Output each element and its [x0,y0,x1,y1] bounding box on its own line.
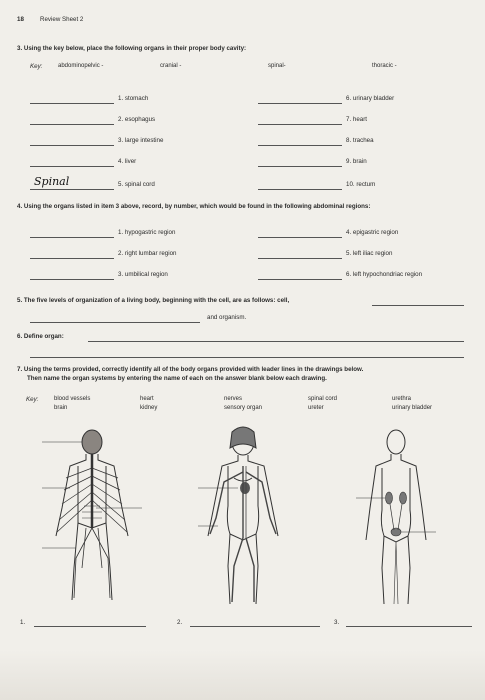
nervous-system-drawing [42,428,142,608]
q7-key-spinal-cord: spinal cord [308,396,338,402]
q4-answer-blank-3[interactable] [30,279,114,280]
q3-key-label: Key: [30,63,43,70]
q3-key-abdominopelvic: abdominopelvic - [58,63,104,69]
q3-answer-blank-5[interactable] [30,189,114,190]
q3-answer-blank-1[interactable] [30,103,114,104]
q7-key-ureter: ureter [308,405,324,411]
q7-key-sensory-organ: sensory organ [224,405,263,411]
q3-item-9: 9. brain [346,158,367,165]
q3-item-7: 7. heart [346,116,367,123]
q3-answer-blank-8[interactable] [258,145,342,146]
q3-answer-blank-9[interactable] [258,166,342,167]
q7-key-nerves: nerves [224,396,243,402]
q4-prompt: 4. Using the organs listed in item 3 above, record, by number, which would be found in the following abdominal regions: [17,203,371,210]
q7-key-urinary-bladder: urinary bladder [392,405,433,411]
q3-answer-blank-3[interactable] [30,145,114,146]
drawing-2-answer-blank[interactable] [190,626,320,627]
q5-answer-blank-1[interactable] [372,305,464,306]
q7-key-label: Key: [26,396,39,403]
q7-prompt-continued: Then name the organ systems by entering the name of each on the answer blank below each drawing. [27,375,327,382]
q4-answer-blank-5[interactable] [258,258,342,259]
q6-prompt: 6. Define organ: [17,333,64,340]
q4-answer-blank-4[interactable] [258,237,342,238]
q3-key-spinal: spinal- [268,63,286,69]
q4-region-3: 3. umbilical region [118,271,168,278]
q3-item-8: 8. trachea [346,137,374,144]
q4-answer-blank-2[interactable] [30,258,114,259]
q7-key-blood-vessels: blood vessels [54,396,91,402]
q4-answer-blank-6[interactable] [258,279,342,280]
q3-item-2: 2. esophagus [118,116,156,123]
drawing-2-label: 2. [177,619,183,626]
q3-prompt: 3. Using the key below, place the following organs in their proper body cavity: [17,45,247,52]
q3-key-thoracic: thoracic - [372,63,397,69]
q6-answer-blank-1[interactable] [88,341,464,342]
q7-prompt: 7. Using the terms provided, correctly identify all of the body organs provided with leader lines in the drawings below. [17,366,364,373]
q7-key-urethra: urethra [392,396,412,402]
q3-item-6: 6. urinary bladder [346,95,395,102]
drawing-1-answer-blank[interactable] [34,626,146,627]
q4-answer-blank-1[interactable] [30,237,114,238]
q4-region-4: 4. epigastric region [346,229,399,236]
q3-answer-blank-10[interactable] [258,189,342,190]
q3-item-4: 4. liver [118,158,137,165]
q3-item-10: 10. rectum [346,181,376,188]
page-title: Review Sheet 2 [40,16,84,23]
q3-item-5: 5. spinal cord [118,181,155,188]
q4-region-6: 6. left hypochondriac region [346,271,423,278]
q3-answer-blank-7[interactable] [258,124,342,125]
q3-item-1: 1. stomach [118,95,149,102]
q5-answer-blank-2[interactable] [30,322,200,323]
q5-prompt-end: and organism. [207,314,247,321]
q4-region-2: 2. right lumbar region [118,250,177,257]
q5-prompt: 5. The five levels of organization of a living body, beginning with the cell, are as follows: cell, [17,297,290,304]
drawing-1-label: 1. [20,619,26,626]
page-number: 18 [17,16,24,23]
q7-key-brain: brain [54,405,68,411]
q6-answer-blank-2[interactable] [30,357,464,358]
circulatory-system-drawing [198,426,288,610]
q3-key-cranial: cranial - [160,63,182,69]
q3-answer-blank-6[interactable] [258,103,342,104]
q4-region-1: 1. hypogastric region [118,229,176,236]
handwritten-answer-spinal: Spinal [34,175,70,188]
q7-key-kidney: kidney [140,405,158,411]
drawing-3-label: 3. [334,619,340,626]
q3-answer-blank-4[interactable] [30,166,114,167]
q3-item-3: 3. large intestine [118,137,164,144]
q4-region-5: 5. left iliac region [346,250,393,257]
page-bottom-margin [0,650,485,700]
drawing-3-answer-blank[interactable] [346,626,472,627]
q3-answer-blank-2[interactable] [30,124,114,125]
q7-key-heart: heart [140,396,154,402]
urinary-system-drawing [356,428,436,608]
